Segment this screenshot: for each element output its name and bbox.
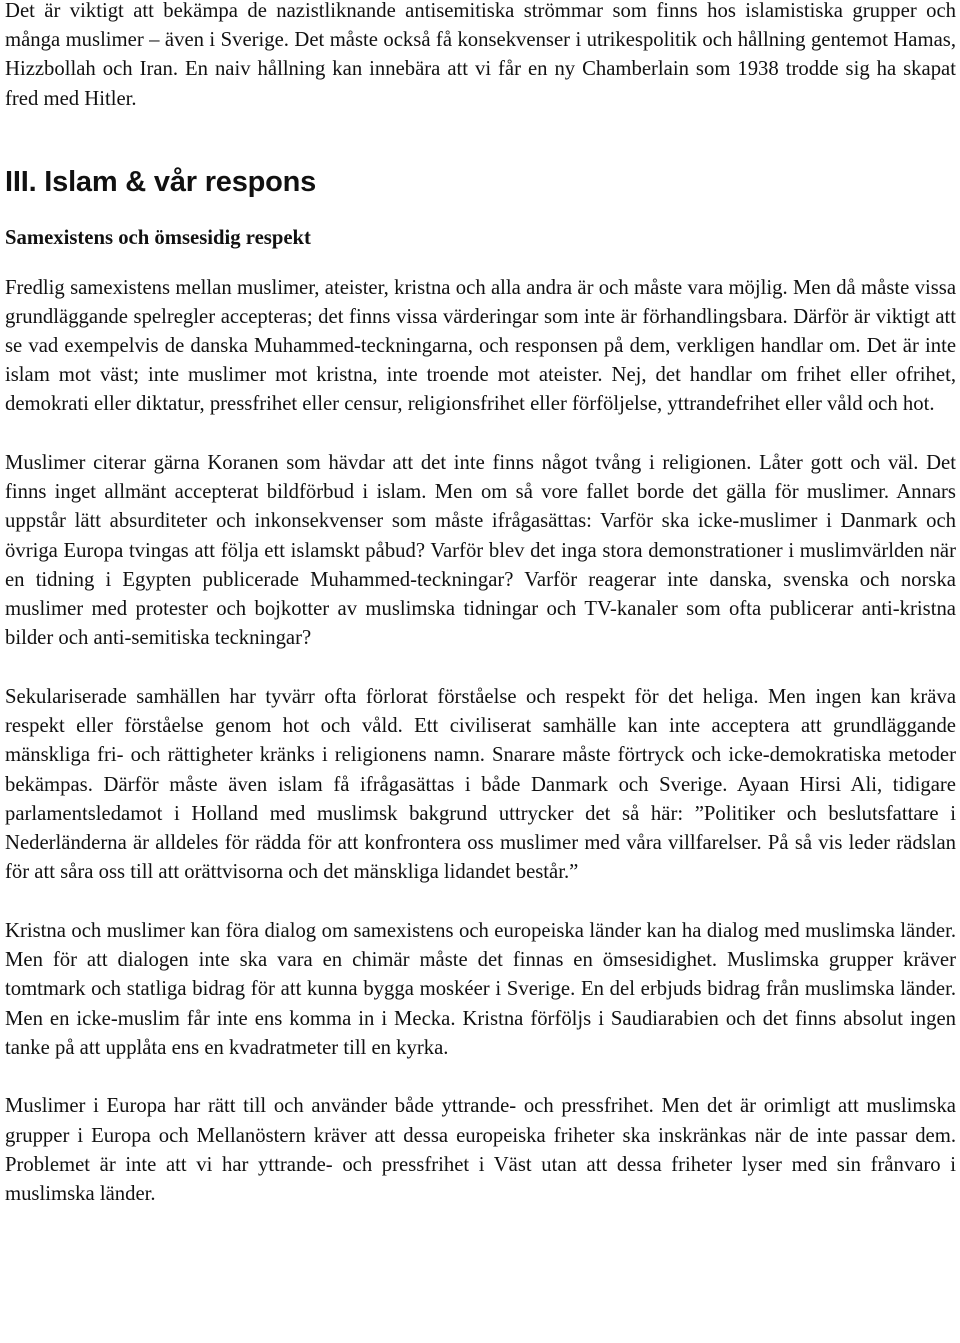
body-paragraph-2: Muslimer citerar gärna Koranen som hävdar att det inte finns något tvång i religionen. Låter gott och väl. Det finns inget allmänt accepterat bildförbud i islam. Men om så vore fallet borde det gälla för muslimer. Annars uppstår lätt absurditeter och inkonsekvenser som måste ifrågasättas: Varför ska icke-muslimer i Danmark och övriga Europa tvingas att följa ett islamskt påbud? Varför blev det inga stora demonstrationer i muslimvärlden när en tidning i Egypten publicerade Muhammed-teckningar? Varför reagerar inte danska, svenska och norska muslimer med protester och bojkotter av muslimska tidningar och TV-kanaler som ofta publicerar anti-kristna bilder och anti-semitiska teckningar? xyxy=(5,452,956,650)
document-page xyxy=(5,0,956,1209)
body-paragraph-3: Sekulariserade samhällen har tyvärr ofta förlorat förståelse och respekt för det heliga. Men ingen kan kräva respekt eller förståelse genom hot och våld. Ett civiliserat samhälle kan inte acceptera att grundläggande mänskliga fri- och rättigheter kränks i religionens namn. Snarare måste förtryck och icke-demokratiska metoder bekämpas. Därför måste även islam få ifrågasättas i både Danmark och Sverige. Ayaan Hirsi Ali, tidigare parlamentsledamot i Holland med muslimsk bakgrund uttrycker det så här: ”Politiker och beslutsfattare i Nederländerna är alldeles för rädda för att konfrontera oss muslimer med våra villfarelser. På så vis leder rädslan för att såra oss till att orättvisorna och det mänskliga lidandet består.” xyxy=(5,686,956,884)
body-paragraph-1: Fredlig samexistens mellan muslimer, ateister, kristna och alla andra är och måste vara möjlig. Men då måste vissa grundläggande spelregler accepteras; det finns vissa värderingar som inte är förhandlingsbara. Därför är viktigt att se vad exempelvis de danska Muhammed-teckningarna, och responsen på dem, verkligen handlar om. Det är inte islam mot väst; inte muslimer mot kristna, inte troende mot ateister. Nej, det handlar om frihet eller ofrihet, demokrati eller diktatur, pressfrihet eller censur, religionsfrihet eller förföljelse, yttrandefrihet eller våld och hot. xyxy=(5,276,956,416)
body-paragraph-5: Muslimer i Europa har rätt till och använder både yttrande- och pressfrihet. Men det är orimligt att muslimska grupper i Europa och Mellanöstern kräver att dessa europeiska friheter ska inskränkas när de inte passar dem. Problemet är inte att vi har yttrande- och pressfrihet i Väst utan att dessa friheter lyser med sin frånvaro i muslimska länder. xyxy=(5,1095,956,1206)
section-heading: III. Islam & vår respons xyxy=(5,165,317,198)
intro-paragraph: Det är viktigt att bekämpa de nazistliknande antisemitiska strömmar som finns hos islamistiska grupper och många muslimer – även i Sverige. Det måste också få konsekvenser i utrikespolitik och hållning gentemot Hamas, Hizzbollah och Iran. En naiv hållning kan innebära att vi får en ny Chamberlain som 1938 trodde sig ha skapat fred med Hitler. xyxy=(5,0,956,110)
subsection-heading: Samexistens och ömsesidig respekt xyxy=(5,226,311,249)
body-paragraph-4: Kristna och muslimer kan föra dialog om samexistens och europeiska länder kan ha dialog med muslimska länder. Men för att dialogen inte ska vara en chimär måste det finnas en ömsesidighet. Muslimska grupper kräver tomtmark och statliga bidrag för att kunna bygga moskéer i Sverige. En del erbjuds bidrag från muslimska länder. Men en icke-muslim får inte ens komma in i Mecka. Kristna förföljs i Saudiarabien och det finns absolut ingen tanke på att upplåta ens en kvadratmeter till en kyrka. xyxy=(5,919,956,1059)
